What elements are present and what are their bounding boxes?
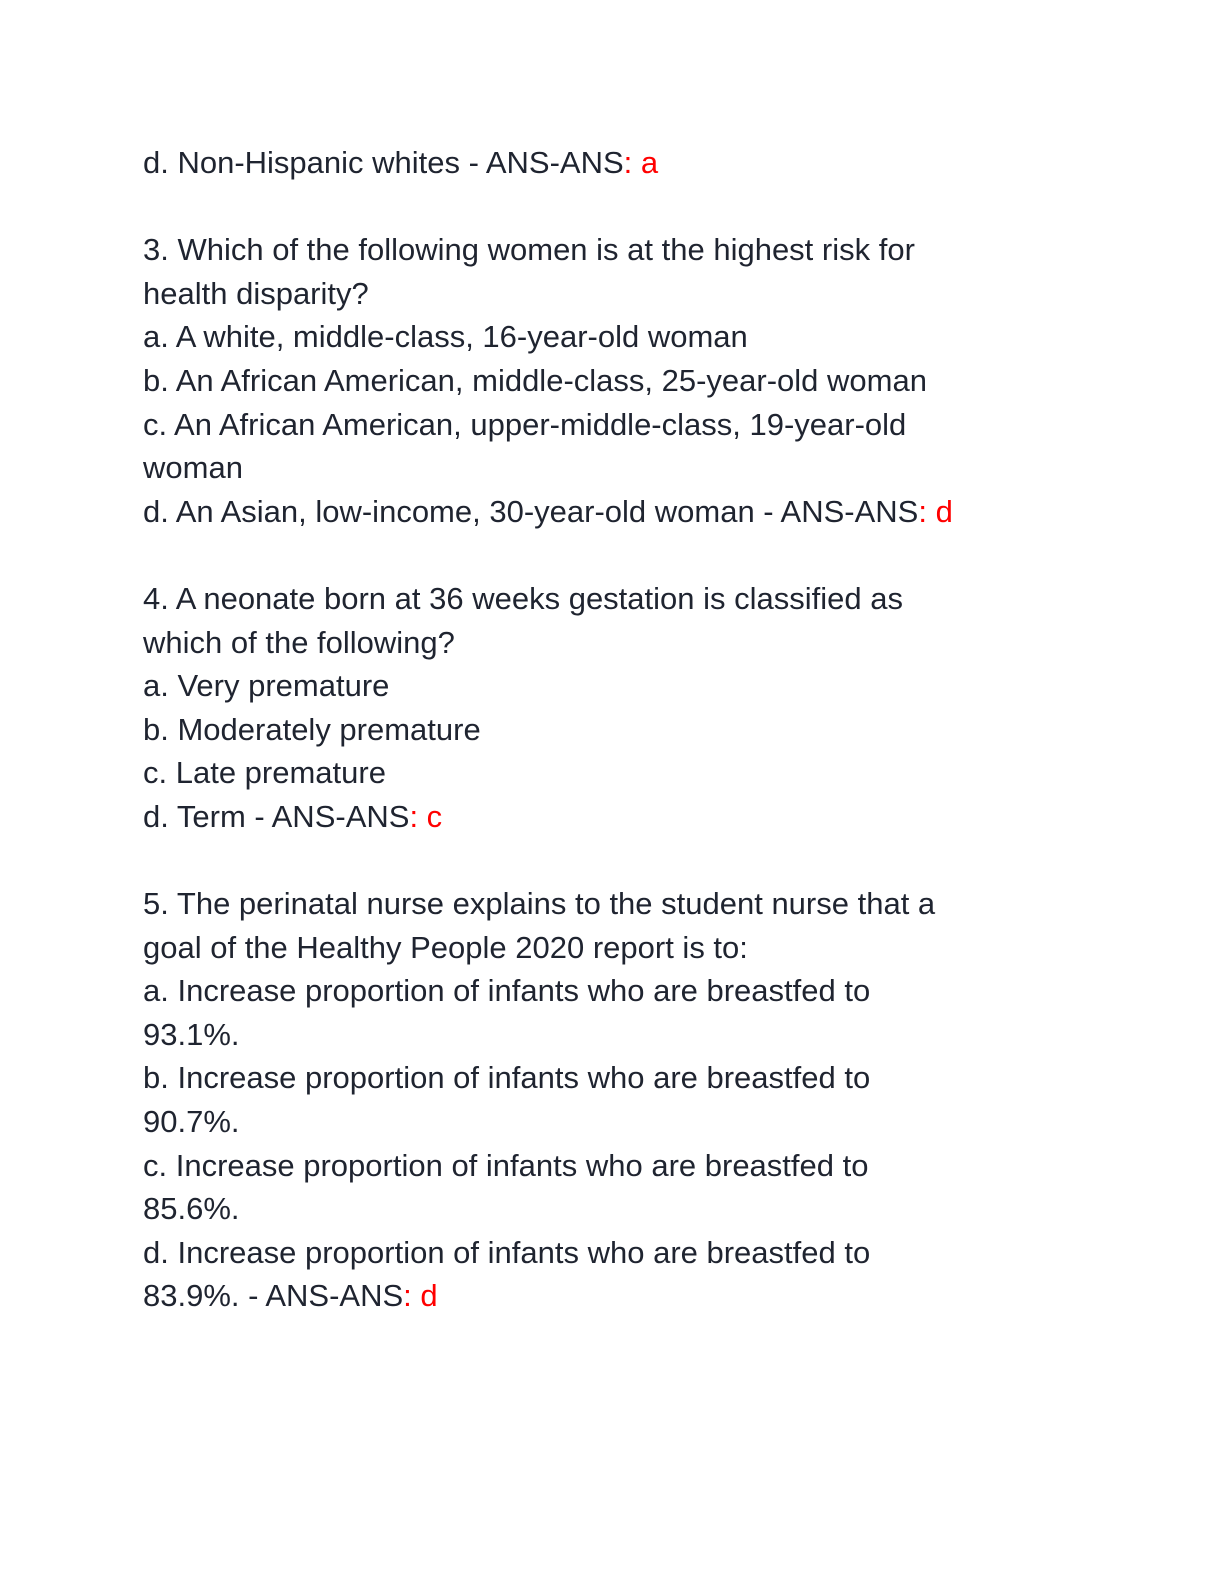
line-text: d. Term - ANS-ANS [143,798,410,834]
option-d-line [143,1274,1103,1318]
answer-key: : d [918,493,953,529]
option-c-line: c. Late premature [143,755,386,791]
question-3 [143,228,1103,533]
option-d-line [143,795,1103,839]
question-text: health disparity? [143,275,369,311]
answer-key: : a [623,145,659,180]
option-c-line: c. An African American, upper-middle-class, 19-year-old [143,406,907,442]
answer-key: : d [403,1278,438,1314]
question-4 [143,577,1103,839]
line-text: d. Non-Hispanic whites - ANS-ANS [143,145,624,180]
question-text: 3. Which of the following women is at the highest risk for [143,232,915,268]
option-a-line: a. Very premature [143,668,390,704]
answer-key: : c [409,798,443,834]
option-d-line [143,490,1103,534]
document-page [143,141,1103,1318]
question-text: 5. The perinatal nurse explains to the student nurse that a [143,886,936,922]
option-b-line: 90.7%. [143,1104,240,1140]
question-2-tail [143,141,1103,185]
option-c-line: woman [143,450,243,486]
line-text: d. An Asian, low-income, 30-year-old woman - ANS-ANS [143,493,919,529]
question-text: goal of the Healthy People 2020 report is to: [143,929,748,965]
option-b-line: b. An African American, middle-class, 25-year-old woman [143,362,927,398]
option-a-line: a. A white, middle-class, 16-year-old woman [143,319,748,355]
option-d-line [143,141,1103,185]
question-text: which of the following? [143,624,455,660]
line-text: 83.9%. - ANS-ANS [143,1278,404,1314]
question-5 [143,882,1103,1318]
option-c-line: c. Increase proportion of infants who are breastfed to [143,1147,869,1183]
option-a-line: 93.1%. [143,1016,240,1052]
option-d-line: d. Increase proportion of infants who are breastfed to [143,1234,871,1270]
question-text: 4. A neonate born at 36 weeks gestation is classified as [143,580,903,616]
option-c-line: 85.6%. [143,1191,240,1227]
option-b-line: b. Increase proportion of infants who are breastfed to [143,1060,871,1096]
option-a-line: a. Increase proportion of infants who are breastfed to [143,973,871,1009]
option-b-line: b. Moderately premature [143,711,481,747]
